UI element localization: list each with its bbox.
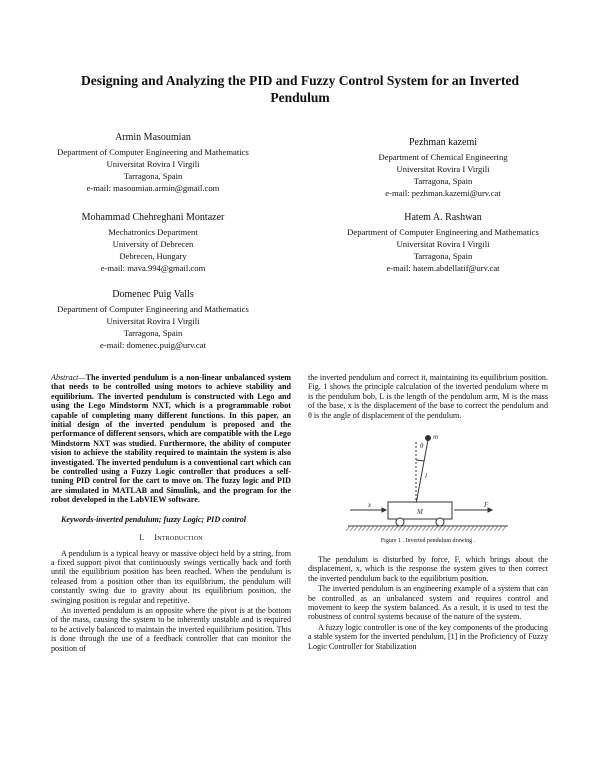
hatch-mark: [418, 526, 422, 531]
hatch-mark: [370, 526, 374, 531]
author-location: Tarragona, Spain: [123, 328, 183, 338]
author-affiliation: Department of Computer Engineering and Mathematics: [57, 147, 249, 157]
hatch-mark: [414, 526, 418, 531]
pendulum-diagram: [308, 426, 548, 534]
author-email: e-mail: domenec.puig@urv.cat: [100, 340, 206, 350]
paragraph-fuzzy: A fuzzy logic controller is one of the key components of the producing a stable system for the inverted pendulum, [1] in the Proficiency of Fuzzy Logic Controller for Stabilization: [308, 622, 548, 651]
hatch-mark: [394, 526, 398, 531]
author-location: Tarragona, Spain: [413, 176, 473, 186]
hatch-mark: [378, 526, 382, 531]
author-email: e-mail: hatem.abdellatif@urv.cat: [386, 263, 500, 273]
cart-mass-label: M: [417, 508, 423, 517]
author-affiliation: Mechatronics Department: [108, 227, 198, 237]
hatch-mark: [454, 526, 458, 531]
hatch-mark: [474, 526, 478, 531]
hatch-mark: [494, 526, 498, 531]
left-column: [51, 373, 291, 654]
right-column: [308, 373, 548, 652]
theta-label: θ: [420, 442, 424, 451]
hatch-mark: [358, 526, 362, 531]
hatch-mark: [386, 526, 390, 531]
hatch-mark: [486, 526, 490, 531]
author-name: Hatem A. Rashwan: [404, 212, 482, 223]
author-location: Debrecen, Hungary: [119, 251, 187, 261]
author-university: Universitat Rovira I Virgili: [396, 164, 490, 174]
hatch-mark: [382, 526, 386, 531]
author-university: University of Debrecen: [112, 239, 194, 249]
hatch-mark: [350, 526, 354, 531]
paragraph-disturbed: The pendulum is disturbed by force, F, which brings about the displacement, x, which is the response the system gives to then correct the inverted pendulum back to the equilibrium position.: [308, 555, 548, 583]
hatch-mark: [450, 526, 454, 531]
hatch-mark: [438, 526, 442, 531]
author-name: Mohammad Chehreghani Montazer: [81, 212, 225, 223]
paper-title: Designing and Analyzing the PID and Fuzzy Control System for an Inverted Pendulum: [81, 73, 519, 105]
figure-caption: Figure 1 . Inverted pendulum drawing .: [380, 538, 476, 545]
author-name: Pezhman kazemi: [408, 137, 478, 148]
continued-paragraph: the inverted pendulum and correct it, maintaining its equilibrium position. Fig. 1 shows the principle calculation of the inverted pendulum where m is the pendulum bob, L is the length of the pendulum arm, M is the mass of the base, x is the displacement of the base to correct the pendulum and θ is the angle of displacement of the pendulum.: [308, 373, 548, 420]
hatch-mark: [498, 526, 502, 531]
intro-paragraph-2: An inverted pendulum is an opposite where the pivot is at the bottom of the mass, causing the system to be inherently unstable and is required to be actively balanced to maintain the inverted equilibrium position. This is done through the use of a feedback controller that can monitor the position of: [51, 605, 291, 653]
hatch-mark: [434, 526, 438, 531]
hatch-mark: [430, 526, 434, 531]
hatch-mark: [366, 526, 370, 531]
author-email: e-mail: mava.994@gmail.com: [100, 263, 206, 273]
author-block-4: [315, 210, 571, 274]
x-arrowhead: [382, 508, 386, 512]
hatch-mark: [462, 526, 466, 531]
abstract-text: The inverted pendulum is a non-linear unbalanced system that needs to be controlled using motors to achieve stability and equilibrium. The inverted pendulum is constructed with Lego and using the Lego Mindstorm NXT, which is a programmable robot capable of completing many different functions. In this paper, an initial design of the inverted pendulum is proposed and the performance of different sensors, which are compatible with the Lego Mindstorm NXT was studied. Furthermore, the ability of computer vision to achieve the stability required to maintain the system is also investigated. The inverted pendulum is a conventional cart which can be controlled using a Fuzzy Logic controller that produces a self-tuning PID control for the cart to move on. The fuzzy logic and PID are simulated in MATLAB and Simulink, and the program for the robot developed in the LabVIEW software.: [51, 373, 291, 505]
angle-arc: [416, 460, 424, 461]
figure-1: [308, 426, 548, 534]
abstract: [51, 373, 291, 505]
hatch-mark: [470, 526, 474, 531]
hatch-mark: [442, 526, 446, 531]
author-block-3: [28, 210, 278, 274]
author-university: Universitat Rovira I Virgili: [106, 159, 200, 169]
ground-hatching: [346, 526, 506, 531]
displacement-label: x: [368, 501, 372, 510]
hatch-mark: [390, 526, 394, 531]
author-block-2: [318, 135, 568, 199]
author-affiliation: Department of Computer Engineering and Mathematics: [347, 227, 539, 237]
force-label: F: [484, 501, 489, 510]
hatch-mark: [402, 526, 406, 531]
intro-paragraph-1: A pendulum is a typical heavy or massive object held by a string, from a fixed support pivot that continuously swings vertically back and forth until the equilibrium position has been reached. When the pendulum is released from a position other than its equilibrium, the pendulum will constantly swing due to gravity about its equilibrium position, the swinging position is regular and repetitive.: [51, 548, 291, 605]
author-block-1: [28, 130, 278, 194]
hatch-mark: [426, 526, 430, 531]
bob-mass-label: m: [433, 433, 439, 442]
author-block-5: [28, 287, 278, 351]
paragraph-engineering: The inverted pendulum is an engineering example of a system that can be controlled as an unbalanced system and requires control and movement to keep the system balanced. As a result, it is used to test the robustness of control systems because of the nature of the system.: [308, 584, 548, 622]
hatch-mark: [410, 526, 414, 531]
hatch-mark: [466, 526, 470, 531]
hatch-mark: [406, 526, 410, 531]
hatch-mark: [482, 526, 486, 531]
hatch-mark: [362, 526, 366, 531]
hatch-mark: [354, 526, 358, 531]
author-affiliation: Department of Chemical Engineering: [378, 152, 508, 162]
author-location: Tarragona, Spain: [123, 171, 183, 181]
hatch-mark: [502, 526, 506, 531]
keywords: Keywords-inverted pendulum; fuzzy Logic; PID control: [61, 514, 247, 524]
hatch-mark: [346, 526, 350, 531]
hatch-mark: [446, 526, 450, 531]
hatch-mark: [422, 526, 426, 531]
author-university: Universitat Rovira I Virgili: [396, 239, 490, 249]
hatch-mark: [478, 526, 482, 531]
author-location: Tarragona, Spain: [413, 251, 473, 261]
author-email: e-mail: pezhman.kazemi@urv.cat: [385, 188, 501, 198]
section-number: I.: [139, 533, 145, 543]
hatch-mark: [458, 526, 462, 531]
hatch-mark: [490, 526, 494, 531]
author-name: Armin Masoumian: [115, 132, 191, 143]
arm-length-label: l: [425, 472, 427, 481]
author-affiliation: Department of Computer Engineering and Mathematics: [57, 304, 249, 314]
hatch-mark: [374, 526, 378, 531]
pendulum-bob: [426, 436, 431, 441]
section-heading: [51, 533, 291, 542]
cart-wheel: [436, 518, 444, 526]
author-email: e-mail: masoumian.armin@gmail.com: [86, 183, 220, 193]
author-name: Domenec Puig Valls: [112, 289, 194, 300]
hatch-mark: [398, 526, 402, 531]
force-arrowhead: [488, 508, 492, 512]
author-university: Universitat Rovira I Virgili: [106, 316, 200, 326]
cart-wheel: [396, 518, 404, 526]
abstract-label: Abstract—: [51, 373, 86, 382]
section-title: Introduction: [154, 533, 203, 543]
